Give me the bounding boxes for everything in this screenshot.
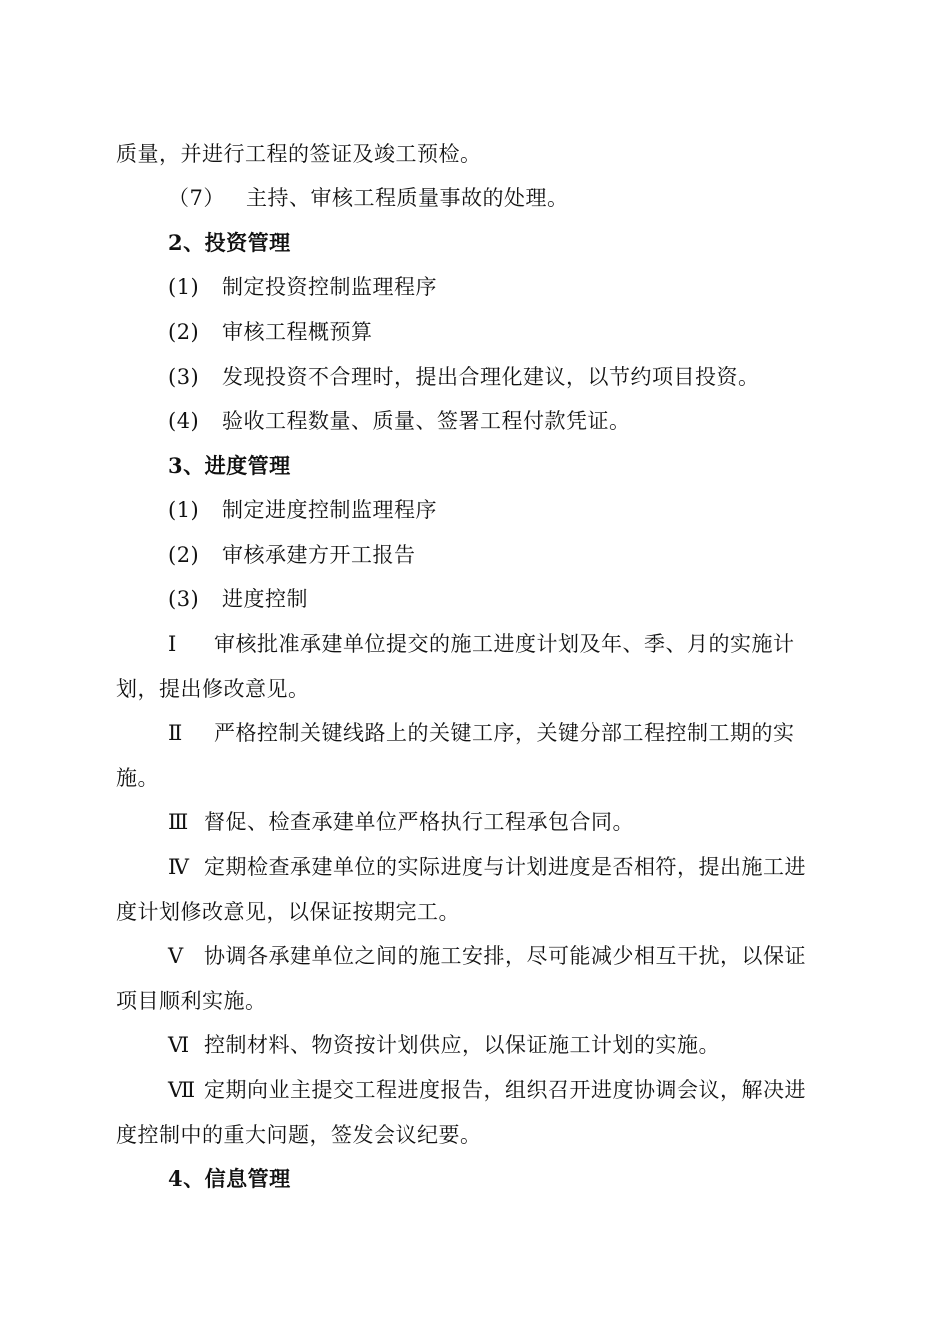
roman-item <box>168 630 795 658</box>
list-item-text: 主持、审核工程质量事故的处理。 <box>246 186 569 210</box>
roman-item <box>168 808 634 836</box>
section-heading-text: 3、进度管理 <box>168 453 291 478</box>
list-item-text: 进度控制 <box>222 587 308 611</box>
list-marker: (2) <box>168 320 200 344</box>
paragraph-line <box>116 987 267 1015</box>
roman-item-text: 督促、检查承建单位严格执行工程承包合同。 <box>204 810 634 834</box>
list-item <box>168 318 373 346</box>
section-heading-text: 4、信息管理 <box>168 1166 291 1191</box>
roman-marker: Ⅲ <box>168 810 189 834</box>
list-item-text: 验收工程数量、质量、签署工程付款凭证。 <box>222 409 631 433</box>
roman-marker: Ⅵ <box>168 1033 190 1057</box>
roman-marker: Ⅳ <box>168 855 190 879</box>
list-item <box>168 407 631 435</box>
list-item-text: 审核工程概预算 <box>222 320 373 344</box>
list-item <box>168 585 308 613</box>
paragraph-line <box>116 764 159 792</box>
paragraph-line <box>116 675 310 703</box>
list-marker: (3) <box>168 365 200 389</box>
roman-item-text: 定期检查承建单位的实际进度与计划进度是否相符，提出施工进 <box>204 855 806 879</box>
roman-item <box>168 853 806 881</box>
list-item <box>168 273 437 301</box>
list-item <box>168 184 569 212</box>
roman-item <box>168 1031 720 1059</box>
section-heading-text: 2、投资管理 <box>168 230 291 255</box>
list-item-text: 制定进度控制监理程序 <box>222 498 437 522</box>
list-marker: (4) <box>168 409 200 433</box>
list-marker: (2) <box>168 543 200 567</box>
list-marker: （7） <box>168 186 225 210</box>
paragraph-line <box>116 140 482 168</box>
line-text: 项目顺利实施。 <box>116 989 267 1013</box>
roman-item <box>168 719 795 747</box>
section-heading <box>168 452 291 480</box>
roman-item-text: 控制材料、物资按计划供应，以保证施工计划的实施。 <box>204 1033 720 1057</box>
roman-marker: Ⅴ <box>168 944 184 968</box>
line-text: 度计划修改意见，以保证按期完工。 <box>116 900 460 924</box>
section-heading <box>168 229 291 257</box>
line-text: 度控制中的重大问题，签发会议纪要。 <box>116 1123 482 1147</box>
list-item-text: 发现投资不合理时，提出合理化建议，以节约项目投资。 <box>222 365 760 389</box>
roman-item-text: 审核批准承建单位提交的施工进度计划及年、季、月的实施计 <box>214 632 795 656</box>
roman-item <box>168 942 806 970</box>
line-text: 划，提出修改意见。 <box>116 677 310 701</box>
list-item <box>168 363 760 391</box>
paragraph-line <box>116 898 460 926</box>
list-item <box>168 496 437 524</box>
roman-item-text: 协调各承建单位之间的施工安排，尽可能减少相互干扰，以保证 <box>204 944 806 968</box>
line-text: 施。 <box>116 766 159 790</box>
paragraph-line <box>116 1121 482 1149</box>
line-text: 质量，并进行工程的签证及竣工预检。 <box>116 142 482 166</box>
list-item-text: 制定投资控制监理程序 <box>222 275 437 299</box>
roman-marker: Ⅱ <box>168 721 183 745</box>
section-heading <box>168 1165 291 1193</box>
list-item-text: 审核承建方开工报告 <box>222 543 416 567</box>
roman-item <box>168 1076 806 1104</box>
list-marker: (1) <box>168 498 200 522</box>
list-item <box>168 541 416 569</box>
list-marker: (1) <box>168 275 200 299</box>
roman-marker: Ⅶ <box>168 1078 196 1102</box>
roman-item-text: 严格控制关键线路上的关键工序，关键分部工程控制工期的实 <box>214 721 795 745</box>
list-marker: (3) <box>168 587 200 611</box>
roman-item-text: 定期向业主提交工程进度报告，组织召开进度协调会议，解决进 <box>204 1078 806 1102</box>
roman-marker: Ⅰ <box>168 632 177 656</box>
